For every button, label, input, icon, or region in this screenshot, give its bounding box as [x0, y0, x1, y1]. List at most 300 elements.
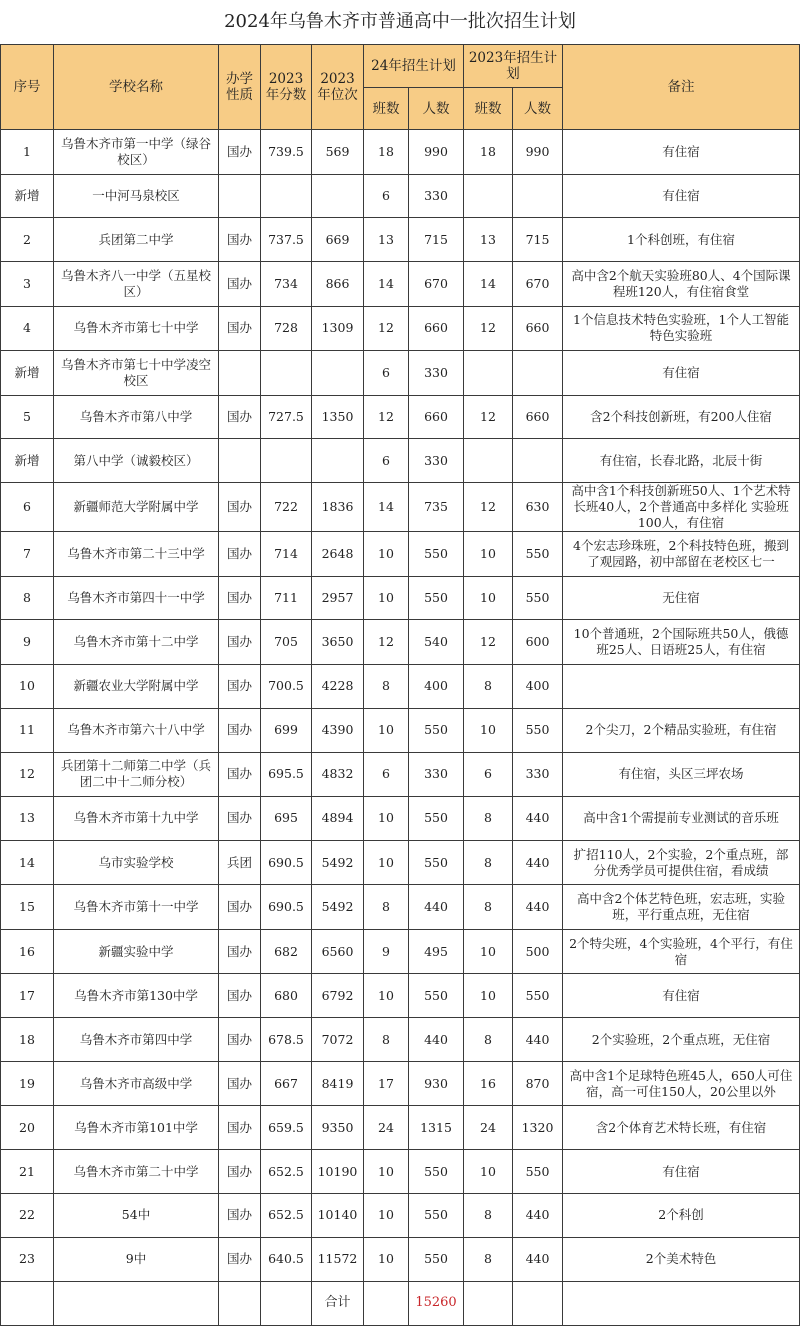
- header-people-2023: 人数: [513, 88, 563, 130]
- cell-notes: 含2个科技创新班，有200人住宿: [563, 395, 800, 439]
- cell-people-2024: 330: [409, 174, 464, 218]
- cell-classes-2024: 6: [364, 439, 409, 483]
- cell-school: 乌鲁木齐市第二十三中学: [54, 532, 219, 577]
- cell-notes: 高中含1个需提前专业测试的音乐班: [563, 797, 800, 841]
- cell-score: 739.5: [261, 130, 312, 175]
- cell-classes-2024: 12: [364, 620, 409, 665]
- table-row: [1, 974, 800, 1018]
- table-row: [1, 752, 800, 797]
- cell-school: 乌鲁木齐市第130中学: [54, 974, 219, 1018]
- cell-rank: 2648: [312, 532, 364, 577]
- cell-score: [261, 351, 312, 396]
- cell-score: 728: [261, 306, 312, 351]
- table-row: [1, 395, 800, 439]
- cell-classes-2023: 10: [464, 1150, 513, 1194]
- cell-classes-2023: 8: [464, 1237, 513, 1281]
- cell-classes-2023: 13: [464, 218, 513, 262]
- table-row: [1, 664, 800, 708]
- cell-people-2024: 930: [409, 1061, 464, 1106]
- cell-classes-2023: 18: [464, 130, 513, 175]
- cell-people-2024: 550: [409, 1150, 464, 1194]
- cell-classes-2023: 10: [464, 532, 513, 577]
- cell-score: 737.5: [261, 218, 312, 262]
- cell-seq: 11: [1, 708, 54, 752]
- table-row: [1, 483, 800, 532]
- cell-school: 乌鲁木齐市第101中学: [54, 1106, 219, 1150]
- cell-classes-2023: 12: [464, 483, 513, 532]
- cell-seq: 9: [1, 620, 54, 665]
- cell-notes: 高中含1个足球特色班45人，650人可住宿，高一可住150人，20公里以外: [563, 1061, 800, 1106]
- cell-classes-2024: 10: [364, 576, 409, 620]
- cell-classes-2023: 10: [464, 974, 513, 1018]
- cell-rank: 10190: [312, 1150, 364, 1194]
- cell-score: 705: [261, 620, 312, 665]
- cell-classes-2024: 12: [364, 306, 409, 351]
- cell-school: 新疆实验中学: [54, 929, 219, 974]
- cell-type: 国办: [219, 974, 261, 1018]
- cell-school: 乌鲁木齐市第二十中学: [54, 1150, 219, 1194]
- cell-classes-2024: 17: [364, 1061, 409, 1106]
- cell-notes: 含2个体育艺术特长班，有住宿: [563, 1106, 800, 1150]
- cell-people-2023: 550: [513, 1150, 563, 1194]
- cell-people-2023: 670: [513, 262, 563, 307]
- cell-score: 734: [261, 262, 312, 307]
- cell-classes-2024: 8: [364, 664, 409, 708]
- cell-people-2024: 495: [409, 929, 464, 974]
- cell-notes: 有住宿: [563, 1150, 800, 1194]
- cell-score: 659.5: [261, 1106, 312, 1150]
- cell-notes: 2个尖刀，2个精品实验班，有住宿: [563, 708, 800, 752]
- cell-rank: 1309: [312, 306, 364, 351]
- header-people-2024: 人数: [409, 88, 464, 130]
- cell-notes: 2个科创: [563, 1194, 800, 1238]
- cell-people-2023: 550: [513, 532, 563, 577]
- table-row: [1, 797, 800, 841]
- cell-rank: 4832: [312, 752, 364, 797]
- cell-classes-2023: 14: [464, 262, 513, 307]
- cell-people-2023: 600: [513, 620, 563, 665]
- total-empty-cell: [364, 1281, 409, 1325]
- cell-seq: 2: [1, 218, 54, 262]
- cell-seq: 18: [1, 1018, 54, 1062]
- cell-classes-2024: 18: [364, 130, 409, 175]
- cell-people-2024: 735: [409, 483, 464, 532]
- cell-classes-2024: 10: [364, 532, 409, 577]
- cell-people-2024: 550: [409, 797, 464, 841]
- cell-school: 乌鲁木齐市第六十八中学: [54, 708, 219, 752]
- cell-seq: 新增: [1, 351, 54, 396]
- cell-notes: 扩招110人，2个实验，2个重点班，部分优秀学员可提供住宿，看成绩: [563, 840, 800, 885]
- cell-type: 国办: [219, 752, 261, 797]
- table-row: [1, 439, 800, 483]
- cell-type: 国办: [219, 885, 261, 930]
- cell-people-2023: 440: [513, 885, 563, 930]
- cell-type: 国办: [219, 395, 261, 439]
- cell-classes-2024: 6: [364, 752, 409, 797]
- cell-classes-2024: 14: [364, 262, 409, 307]
- cell-notes: 1个科创班，有住宿: [563, 218, 800, 262]
- cell-score: 690.5: [261, 840, 312, 885]
- cell-rank: 1350: [312, 395, 364, 439]
- cell-people-2024: 1315: [409, 1106, 464, 1150]
- cell-people-2023: 550: [513, 576, 563, 620]
- cell-type: 国办: [219, 576, 261, 620]
- cell-people-2024: 550: [409, 974, 464, 1018]
- cell-score: 714: [261, 532, 312, 577]
- cell-school: 第八中学（诚毅校区）: [54, 439, 219, 483]
- cell-classes-2023: 10: [464, 708, 513, 752]
- header-notes: 备注: [563, 45, 800, 130]
- cell-type: 国办: [219, 532, 261, 577]
- cell-school: 乌鲁木齐市第一中学（绿谷校区）: [54, 130, 219, 175]
- cell-rank: 6792: [312, 974, 364, 1018]
- cell-school: 54中: [54, 1194, 219, 1238]
- cell-people-2024: 330: [409, 351, 464, 396]
- cell-classes-2023: 12: [464, 395, 513, 439]
- cell-classes-2024: 10: [364, 708, 409, 752]
- cell-score: 711: [261, 576, 312, 620]
- cell-score: 667: [261, 1061, 312, 1106]
- header-seq: 序号: [1, 45, 54, 130]
- cell-seq: 17: [1, 974, 54, 1018]
- cell-type: 国办: [219, 620, 261, 665]
- table-row: [1, 262, 800, 307]
- cell-type: 国办: [219, 1106, 261, 1150]
- cell-classes-2024: 8: [364, 885, 409, 930]
- table-body: [1, 130, 800, 1282]
- cell-school: 乌鲁木齐市第八中学: [54, 395, 219, 439]
- cell-people-2023: 400: [513, 664, 563, 708]
- cell-score: 700.5: [261, 664, 312, 708]
- cell-school: 乌鲁木齐市第十二中学: [54, 620, 219, 665]
- table-row: [1, 130, 800, 175]
- cell-school: 乌鲁木齐市第七十中学: [54, 306, 219, 351]
- cell-classes-2023: 12: [464, 620, 513, 665]
- cell-type: 国办: [219, 797, 261, 841]
- cell-school: 兵团第十二师第二中学（兵团二中十二师分校）: [54, 752, 219, 797]
- table-footer: [1, 1281, 800, 1325]
- cell-score: 652.5: [261, 1194, 312, 1238]
- cell-classes-2023: 10: [464, 576, 513, 620]
- cell-people-2023: [513, 351, 563, 396]
- cell-rank: 669: [312, 218, 364, 262]
- cell-rank: [312, 351, 364, 396]
- cell-score: 652.5: [261, 1150, 312, 1194]
- cell-type: 国办: [219, 262, 261, 307]
- cell-classes-2024: 10: [364, 797, 409, 841]
- cell-type: 国办: [219, 1018, 261, 1062]
- table-row: [1, 620, 800, 665]
- cell-notes: 有住宿，头区三坪农场: [563, 752, 800, 797]
- cell-notes: 有住宿: [563, 174, 800, 218]
- cell-people-2023: 440: [513, 840, 563, 885]
- cell-score: [261, 439, 312, 483]
- cell-people-2023: 1320: [513, 1106, 563, 1150]
- table-row: [1, 708, 800, 752]
- table-row: [1, 1194, 800, 1238]
- cell-rank: [312, 174, 364, 218]
- cell-classes-2024: 9: [364, 929, 409, 974]
- cell-classes-2024: 6: [364, 174, 409, 218]
- cell-notes: 2个美术特色: [563, 1237, 800, 1281]
- cell-people-2024: 660: [409, 306, 464, 351]
- cell-seq: 1: [1, 130, 54, 175]
- cell-classes-2024: 8: [364, 1018, 409, 1062]
- cell-seq: 13: [1, 797, 54, 841]
- cell-classes-2023: 6: [464, 752, 513, 797]
- cell-people-2024: 550: [409, 1194, 464, 1238]
- total-empty-cell: [464, 1281, 513, 1325]
- cell-seq: 19: [1, 1061, 54, 1106]
- cell-rank: 2957: [312, 576, 364, 620]
- cell-rank: 7072: [312, 1018, 364, 1062]
- cell-classes-2024: 6: [364, 351, 409, 396]
- cell-people-2024: 330: [409, 752, 464, 797]
- cell-classes-2024: 10: [364, 840, 409, 885]
- header-plan2023: 2023年招生计划: [464, 45, 563, 88]
- total-empty-cell: [1, 1281, 54, 1325]
- cell-school: 乌鲁木齐市第四中学: [54, 1018, 219, 1062]
- cell-people-2024: 330: [409, 439, 464, 483]
- cell-people-2023: 990: [513, 130, 563, 175]
- header-classes-2023: 班数: [464, 88, 513, 130]
- cell-people-2024: 550: [409, 708, 464, 752]
- total-empty-cell: [513, 1281, 563, 1325]
- table-row: [1, 174, 800, 218]
- cell-classes-2024: 14: [364, 483, 409, 532]
- total-label: 合计: [312, 1281, 364, 1325]
- cell-score: 690.5: [261, 885, 312, 930]
- cell-seq: 14: [1, 840, 54, 885]
- cell-notes: 有住宿: [563, 351, 800, 396]
- cell-people-2024: 550: [409, 1237, 464, 1281]
- cell-people-2023: 550: [513, 708, 563, 752]
- cell-classes-2023: 16: [464, 1061, 513, 1106]
- cell-school: 新疆师范大学附属中学: [54, 483, 219, 532]
- cell-seq: 23: [1, 1237, 54, 1281]
- cell-people-2024: 550: [409, 840, 464, 885]
- page-title: 2024年乌鲁木齐市普通高中一批次招生计划: [224, 11, 576, 32]
- cell-notes: 有住宿，长春北路，北辰十街: [563, 439, 800, 483]
- cell-seq: 6: [1, 483, 54, 532]
- cell-seq: 8: [1, 576, 54, 620]
- cell-school: 一中河马泉校区: [54, 174, 219, 218]
- total-empty-cell: [219, 1281, 261, 1325]
- cell-seq: 12: [1, 752, 54, 797]
- header-type: 办学性质: [219, 45, 261, 130]
- cell-rank: 5492: [312, 885, 364, 930]
- cell-score: 680: [261, 974, 312, 1018]
- cell-seq: 15: [1, 885, 54, 930]
- cell-school: 乌鲁木齐八一中学（五星校区）: [54, 262, 219, 307]
- cell-rank: 4894: [312, 797, 364, 841]
- cell-classes-2024: 10: [364, 974, 409, 1018]
- cell-school: 新疆农业大学附属中学: [54, 664, 219, 708]
- cell-rank: 6560: [312, 929, 364, 974]
- cell-school: 乌鲁木齐市第四十一中学: [54, 576, 219, 620]
- table-row: [1, 576, 800, 620]
- cell-type: 国办: [219, 306, 261, 351]
- cell-rank: [312, 439, 364, 483]
- cell-classes-2024: 10: [364, 1194, 409, 1238]
- total-empty-cell: [261, 1281, 312, 1325]
- cell-people-2023: 870: [513, 1061, 563, 1106]
- cell-notes: 无住宿: [563, 576, 800, 620]
- cell-rank: 866: [312, 262, 364, 307]
- cell-people-2023: 440: [513, 1194, 563, 1238]
- total-empty-cell: [54, 1281, 219, 1325]
- cell-seq: 20: [1, 1106, 54, 1150]
- cell-people-2023: 660: [513, 306, 563, 351]
- cell-type: [219, 439, 261, 483]
- cell-notes: 高中含2个体艺特色班，宏志班，实验班，平行重点班，无住宿: [563, 885, 800, 930]
- total-value: 15260: [409, 1281, 464, 1325]
- cell-type: 国办: [219, 1061, 261, 1106]
- cell-people-2023: 550: [513, 974, 563, 1018]
- cell-notes: 1个信息技术特色实验班，1个人工智能特色实验班: [563, 306, 800, 351]
- cell-classes-2024: 24: [364, 1106, 409, 1150]
- cell-people-2023: 660: [513, 395, 563, 439]
- cell-score: 727.5: [261, 395, 312, 439]
- cell-rank: 3650: [312, 620, 364, 665]
- table-row: [1, 840, 800, 885]
- cell-people-2023: 715: [513, 218, 563, 262]
- table-row: [1, 1018, 800, 1062]
- cell-type: 国办: [219, 483, 261, 532]
- cell-people-2023: [513, 439, 563, 483]
- table-row: [1, 1106, 800, 1150]
- cell-people-2024: 550: [409, 532, 464, 577]
- cell-seq: 4: [1, 306, 54, 351]
- cell-notes: [563, 664, 800, 708]
- cell-classes-2024: 10: [364, 1150, 409, 1194]
- header-plan2024: 24年招生计划: [364, 45, 464, 88]
- cell-type: 国办: [219, 1194, 261, 1238]
- cell-score: 678.5: [261, 1018, 312, 1062]
- cell-notes: 4个宏志珍珠班，2个科技特色班，搬到了观园路，初中部留在老校区七一: [563, 532, 800, 577]
- table-header: [1, 45, 800, 130]
- cell-people-2024: 440: [409, 1018, 464, 1062]
- cell-rank: 9350: [312, 1106, 364, 1150]
- cell-notes: 2个实验班，2个重点班，无住宿: [563, 1018, 800, 1062]
- header-classes-2024: 班数: [364, 88, 409, 130]
- cell-score: 695.5: [261, 752, 312, 797]
- cell-people-2024: 670: [409, 262, 464, 307]
- cell-classes-2023: 8: [464, 1018, 513, 1062]
- table-row: [1, 1061, 800, 1106]
- cell-seq: 22: [1, 1194, 54, 1238]
- cell-classes-2023: [464, 439, 513, 483]
- cell-seq: 3: [1, 262, 54, 307]
- cell-people-2023: 500: [513, 929, 563, 974]
- cell-notes: 10个普通班，2个国际班共50人，俄德班25人、日语班25人，有住宿: [563, 620, 800, 665]
- cell-school: 9中: [54, 1237, 219, 1281]
- cell-rank: 1836: [312, 483, 364, 532]
- cell-people-2023: 440: [513, 1018, 563, 1062]
- cell-people-2024: 540: [409, 620, 464, 665]
- table-row: [1, 351, 800, 396]
- cell-classes-2023: 8: [464, 664, 513, 708]
- total-empty-cell: [563, 1281, 800, 1325]
- cell-school: 乌鲁木齐市第七十中学凌空校区: [54, 351, 219, 396]
- table-row: [1, 1237, 800, 1281]
- cell-notes: 高中含2个航天实验班80人、4个国际课程班120人，有住宿食堂: [563, 262, 800, 307]
- cell-type: 国办: [219, 664, 261, 708]
- cell-type: 兵团: [219, 840, 261, 885]
- cell-rank: 8419: [312, 1061, 364, 1106]
- cell-type: [219, 351, 261, 396]
- cell-school: 兵团第二中学: [54, 218, 219, 262]
- cell-type: 国办: [219, 130, 261, 175]
- cell-type: 国办: [219, 1237, 261, 1281]
- cell-classes-2023: 24: [464, 1106, 513, 1150]
- cell-score: [261, 174, 312, 218]
- cell-rank: 4390: [312, 708, 364, 752]
- header-score2023: 2023年分数: [261, 45, 312, 130]
- cell-rank: 10140: [312, 1194, 364, 1238]
- total-row: [1, 1281, 800, 1325]
- cell-classes-2023: 8: [464, 885, 513, 930]
- cell-classes-2024: 10: [364, 1237, 409, 1281]
- header-rank2023: 2023年位次: [312, 45, 364, 130]
- cell-type: [219, 174, 261, 218]
- cell-people-2024: 990: [409, 130, 464, 175]
- cell-score: 722: [261, 483, 312, 532]
- cell-people-2024: 715: [409, 218, 464, 262]
- cell-school: 乌鲁木齐市第十九中学: [54, 797, 219, 841]
- cell-notes: 有住宿: [563, 974, 800, 1018]
- cell-people-2024: 400: [409, 664, 464, 708]
- cell-notes: 高中含1个科技创新班50人、1个艺术特长班40人，2个普通高中多样化 实验班100人，有住宿: [563, 483, 800, 532]
- cell-seq: 新增: [1, 174, 54, 218]
- cell-type: 国办: [219, 929, 261, 974]
- cell-score: 640.5: [261, 1237, 312, 1281]
- header-school: 学校名称: [54, 45, 219, 130]
- cell-people-2023: 440: [513, 797, 563, 841]
- cell-score: 699: [261, 708, 312, 752]
- cell-seq: 10: [1, 664, 54, 708]
- cell-classes-2024: 12: [364, 395, 409, 439]
- cell-classes-2024: 13: [364, 218, 409, 262]
- cell-people-2023: 630: [513, 483, 563, 532]
- cell-people-2024: 550: [409, 576, 464, 620]
- cell-people-2024: 440: [409, 885, 464, 930]
- cell-classes-2023: [464, 174, 513, 218]
- cell-classes-2023: 10: [464, 929, 513, 974]
- table-row: [1, 885, 800, 930]
- cell-school: 乌鲁木齐市高级中学: [54, 1061, 219, 1106]
- cell-score: 682: [261, 929, 312, 974]
- cell-rank: 569: [312, 130, 364, 175]
- table-row: [1, 929, 800, 974]
- cell-classes-2023: 12: [464, 306, 513, 351]
- cell-seq: 5: [1, 395, 54, 439]
- cell-classes-2023: 8: [464, 840, 513, 885]
- table-row: [1, 218, 800, 262]
- cell-seq: 21: [1, 1150, 54, 1194]
- cell-people-2024: 660: [409, 395, 464, 439]
- cell-classes-2023: 8: [464, 1194, 513, 1238]
- cell-rank: 11572: [312, 1237, 364, 1281]
- table-row: [1, 1150, 800, 1194]
- cell-score: 695: [261, 797, 312, 841]
- cell-seq: 16: [1, 929, 54, 974]
- cell-type: 国办: [219, 1150, 261, 1194]
- cell-people-2023: [513, 174, 563, 218]
- cell-people-2023: 440: [513, 1237, 563, 1281]
- cell-type: 国办: [219, 708, 261, 752]
- cell-type: 国办: [219, 218, 261, 262]
